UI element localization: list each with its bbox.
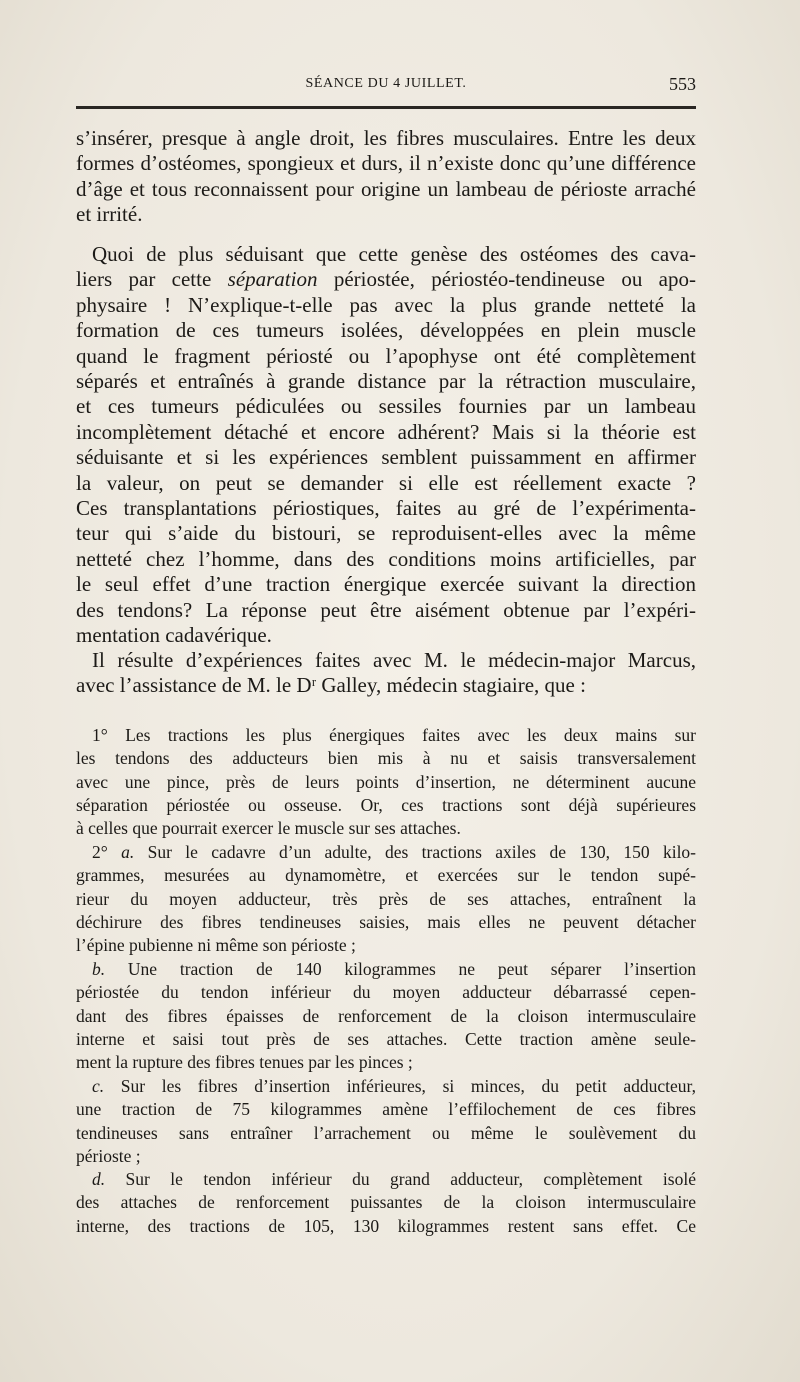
item-label: d. — [92, 1169, 106, 1189]
text-line: incomplètement détaché et encore adhérent? Mais si la théorie est — [76, 419, 696, 444]
text-line: et irrité. — [76, 202, 143, 227]
page-number: 553 — [669, 74, 696, 94]
item-label: a. — [121, 842, 135, 862]
text-run: Sur le cadavre d’un adulte, des tractions axiles de 130, 150 kilo- — [134, 842, 697, 862]
text-line: les tendons des adducteurs bien mis à nu et saisis transversalement — [76, 748, 696, 769]
text-run: Sur les fibres d’insertion inférieures, si minces, du petit adducteur, — [104, 1076, 696, 1096]
finding-2a — [76, 841, 696, 957]
text-line: et ces tumeurs pédiculées ou sessiles fournies par un lambeau — [76, 394, 696, 419]
italic-term: séparation — [227, 267, 318, 292]
text-line: d’âge et tous reconnaissent pour origine un lambeau de périoste arraché — [76, 176, 696, 201]
text-line: le seul effet d’une traction énergique exercée suivant la direction — [76, 572, 696, 597]
running-head: SÉANCE DU 4 JUILLET. — [305, 76, 467, 91]
text-line: avec l’assistance de M. le Dʳ Galley, médecin stagiaire, que : — [76, 673, 586, 698]
text-line: physaire ! N’explique-t-elle pas avec la plus grande netteté la — [76, 292, 696, 317]
page-header — [76, 74, 696, 100]
text-line: séparés et entraînés à grande distance par la rétraction musculaire, — [76, 369, 696, 394]
text-line: Il résulte d’expériences faites avec M. le médecin-major Marcus, — [92, 648, 696, 672]
text-line: Ces transplantations périostiques, faites au gré de l’expérimenta- — [76, 496, 696, 521]
text-line: teur qui s’aide du bistouri, se reproduisent-elles avec la même — [76, 521, 696, 546]
text-line — [76, 958, 696, 981]
header-rule — [76, 106, 696, 109]
text-line: tendineuses sans entraîner l’arrachement ou même le soulèvement du — [76, 1122, 696, 1143]
text-line: déchirure des fibres tendineuses saisies, mais elles ne peuvent détacher — [76, 911, 696, 932]
finding-c — [76, 1075, 696, 1168]
text-line — [76, 1168, 696, 1191]
item-label: b. — [92, 959, 106, 979]
text-line: l’épine pubienne ni même son périoste ; — [76, 935, 356, 956]
text-run: Une traction de 140 kilogrammes ne peut séparer l’insertion — [105, 959, 696, 979]
text-line — [76, 267, 696, 292]
findings-list — [76, 724, 696, 1244]
text-line: Quoi de plus séduisant que cette genèse des ostéomes des cava- — [92, 242, 696, 266]
finding-1 — [76, 724, 696, 840]
text-run: périostée, périostéo-tendineuse ou apo- — [317, 267, 696, 292]
text-line: périostée du tendon inférieur du moyen adducteur débarrassé cepen- — [76, 982, 696, 1003]
text-line: interne, des tractions de 105, 130 kilogrammes restent sans effet. Ce — [76, 1215, 696, 1236]
text-line: netteté chez l’homme, dans des conditions moins artificielles, par — [76, 546, 696, 571]
text-line: quand le fragment périosté ou l’apophyse ont été complètement — [76, 343, 696, 368]
text-run: Sur le tendon inférieur du grand adducteur, complètement isolé — [105, 1169, 696, 1189]
text-line: mentation cadavérique. — [76, 623, 272, 648]
text-line: périoste ; — [76, 1145, 141, 1166]
text-line: formes d’ostéomes, spongieux et durs, il n’existe donc qu’une différence — [76, 151, 696, 176]
text-line: dant des fibres épaisses de renforcement de la cloison intermusculaire — [76, 1005, 696, 1026]
text-line: ment la rupture des fibres tenues par les pinces ; — [76, 1052, 413, 1073]
paragraph-continuation — [76, 126, 696, 228]
finding-b — [76, 958, 696, 1074]
text-line: des tendons? La réponse peut être aisément obtenue par l’expéri- — [76, 597, 696, 622]
text-line: des attaches de renforcement puissantes de la cloison intermusculaire — [76, 1192, 696, 1213]
text-line: séduisante et si les expériences semblent puissamment en affirmer — [76, 445, 696, 470]
text-line — [76, 841, 696, 864]
text-line: une traction de 75 kilogrammes amène l’effilochement de ces fibres — [76, 1099, 696, 1120]
text-line: 1° Les tractions les plus énergiques faites avec les deux mains sur — [92, 725, 696, 745]
text-line: à celles que pourrait exercer le muscle sur ses attaches. — [76, 818, 461, 839]
item-number: 2° — [92, 842, 108, 862]
paragraph-experiments-intro — [76, 648, 696, 699]
text-line: s’insérer, presque à angle droit, les fibres musculaires. Entre les deux — [76, 126, 696, 150]
text-line: rieur du moyen adducteur, très près de ses attaches, entraînent la — [76, 888, 696, 909]
text-line: formation de ces tumeurs isolées, développées en plein muscle — [76, 318, 696, 343]
item-label: c. — [92, 1076, 105, 1096]
text-run: liers par cette — [76, 267, 228, 292]
text-line: interne et saisi tout près de ses attaches. Cette traction amène seule- — [76, 1028, 696, 1049]
text-line: avec une pince, près de leurs points d’insertion, ne déterminent aucune — [76, 771, 696, 792]
paragraph-osteomes-genesis — [76, 242, 696, 649]
text-line: séparation périostée ou osseuse. Or, ces tractions sont déjà supérieures — [76, 794, 696, 815]
text-line — [76, 1075, 696, 1098]
finding-d — [76, 1168, 696, 1238]
text-line: grammes, mesurées au dynamomètre, et exercées sur le tendon supé- — [76, 865, 696, 886]
text-line: la valeur, on peut se demander si elle est réellement exacte ? — [76, 470, 696, 495]
